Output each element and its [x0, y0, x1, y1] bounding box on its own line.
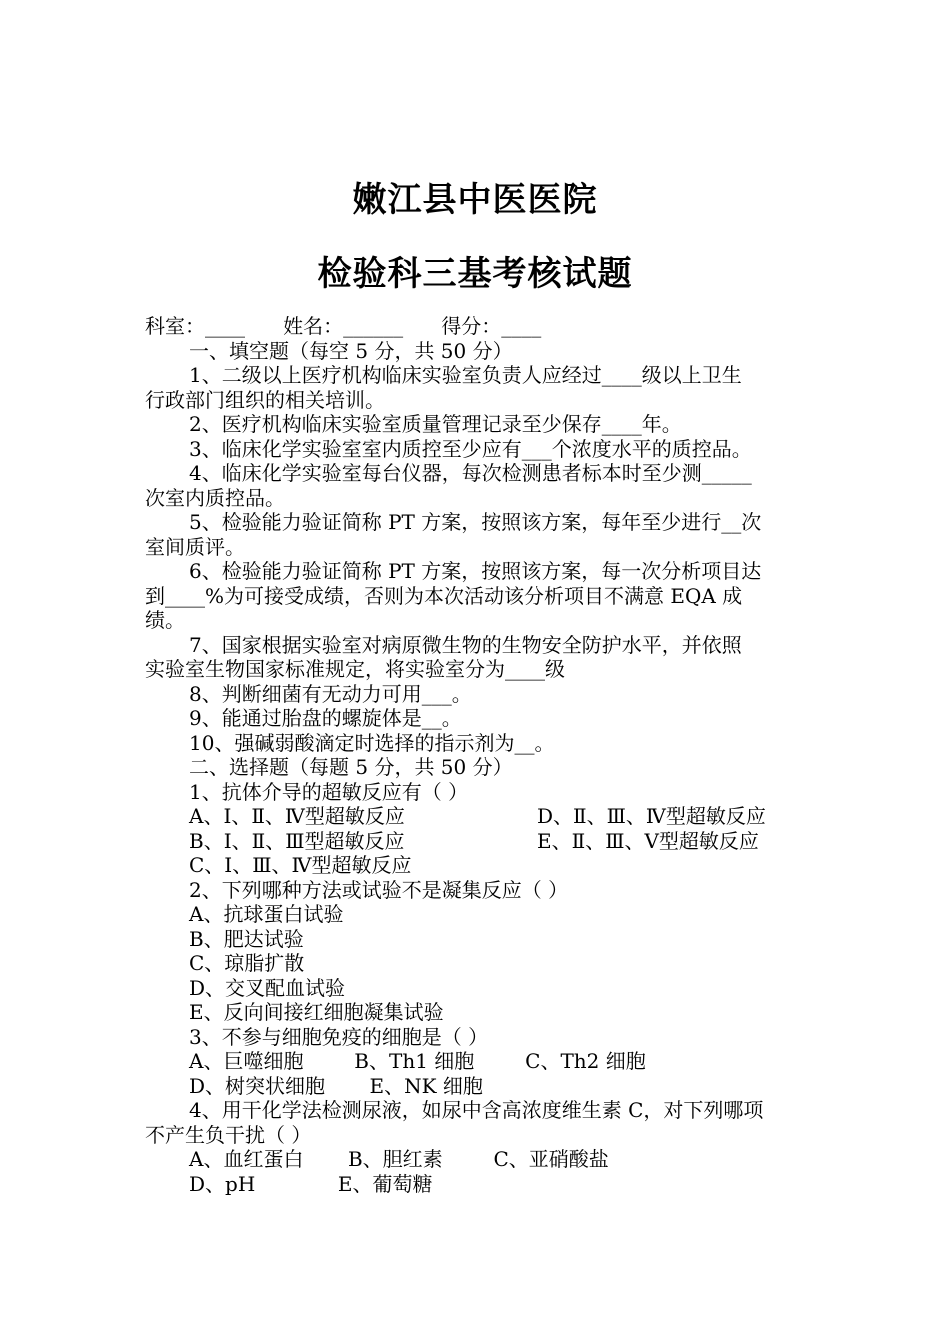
fill-q7-line1: 7、国家根据实验室对病原微生物的生物安全防护水平，并依照	[189, 632, 742, 657]
fill-q2: 2、医疗机构临床实验室质量管理记录至少保存____年。	[189, 412, 682, 436]
fill-q1-line1: 1、二级以上医疗机构临床实验室负责人应经过____级以上卫生	[189, 363, 742, 387]
choice-q3: 3、不参与细胞免疫的细胞是（ ）	[189, 1024, 489, 1049]
exam-title: 检验科三基考核试题	[317, 254, 633, 294]
choice-q2-option-d: D、交叉配血试验	[189, 975, 346, 1000]
choice-q1-option-a: A、Ⅰ、Ⅱ、Ⅳ型超敏反应	[189, 804, 405, 828]
hospital-title: 嫩江县中医医院	[352, 180, 598, 220]
choice-q1-option-b: B、Ⅰ、Ⅱ、Ⅲ型超敏反应	[189, 828, 405, 853]
choice-q3-options-row2: D、树突状细胞 E、NK 细胞	[189, 1073, 483, 1098]
fill-q5-line2: 室间质评。	[145, 534, 245, 559]
choice-q2-option-b: B、肥达试验	[189, 926, 304, 951]
fill-q7-line2: 实验室生物国家标准规定，将实验室分为____级	[145, 657, 565, 681]
fill-q5-line1: 5、检验能力验证简称 PT 方案，按照该方案，每年至少进行__次	[189, 510, 762, 534]
choice-q2-option-e: E、反向间接红细胞凝集试验	[189, 1000, 444, 1024]
fill-q8: 8、判断细菌有无动力可用___。	[189, 681, 472, 706]
choice-q4-options-row1: A、血红蛋白 B、胆红素 C、亚硝酸盐	[189, 1147, 609, 1171]
choice-q2-option-a: A、抗球蛋白试验	[189, 902, 344, 926]
fill-q6-line3: 绩。	[145, 608, 185, 632]
choice-q4-line2: 不产生负干扰（ ）	[145, 1122, 312, 1147]
choice-q1-option-c: C、Ⅰ、Ⅲ、Ⅳ型超敏反应	[189, 853, 412, 877]
fill-q4-line2: 次室内质控品。	[145, 485, 285, 510]
choice-q1-option-e: E、Ⅱ、Ⅲ、Ⅴ型超敏反应	[537, 828, 759, 853]
fill-q6-line2: 到____%为可接受成绩，否则为本次活动该分析项目不满意 EQA 成	[145, 583, 743, 608]
choice-q2: 2、下列哪种方法或试验不是凝集反应（ ）	[189, 877, 569, 902]
choice-q1-row1	[145, 804, 810, 829]
choice-q4-line1: 4、用干化学法检测尿液，如尿中含高浓度维生素 C，对下列哪项	[189, 1098, 764, 1122]
choice-q1-option-d: D、Ⅱ、Ⅲ、Ⅳ型超敏反应	[537, 804, 766, 828]
choice-q1-row2	[145, 829, 810, 854]
fill-q4-line1: 4、临床化学实验室每台仪器，每次检测患者标本时至少测_____	[189, 461, 752, 485]
fill-q9: 9、能通过胎盘的螺旋体是__。	[189, 706, 462, 730]
fill-q10: 10、强碱弱酸滴定时选择的指示剂为__。	[189, 730, 555, 755]
exam-body	[145, 314, 810, 1196]
fill-q1-line2: 行政部门组织的相关培训。	[145, 387, 385, 412]
fill-q3: 3、临床化学实验室室内质控至少应有___个浓度水平的质控品。	[189, 436, 752, 461]
section1-heading: 一、填空题（每空 5 分，共 50 分）	[189, 338, 513, 363]
choice-q3-options-row1: A、巨噬细胞 B、Th1 细胞 C、Th2 细胞	[189, 1049, 646, 1073]
fill-q6-line1: 6、检验能力验证简称 PT 方案，按照该方案，每一次分析项目达	[189, 559, 762, 583]
section2-heading: 二、选择题（每题 5 分，共 50 分）	[189, 755, 513, 779]
choice-q2-option-c: C、琼脂扩散	[189, 951, 305, 975]
info-line: 科室：____ 姓名：______ 得分：____	[145, 314, 542, 338]
choice-q1: 1、抗体介导的超敏反应有（ ）	[189, 779, 469, 804]
choice-q4-options-row2: D、pH E、葡萄糖	[189, 1171, 433, 1196]
